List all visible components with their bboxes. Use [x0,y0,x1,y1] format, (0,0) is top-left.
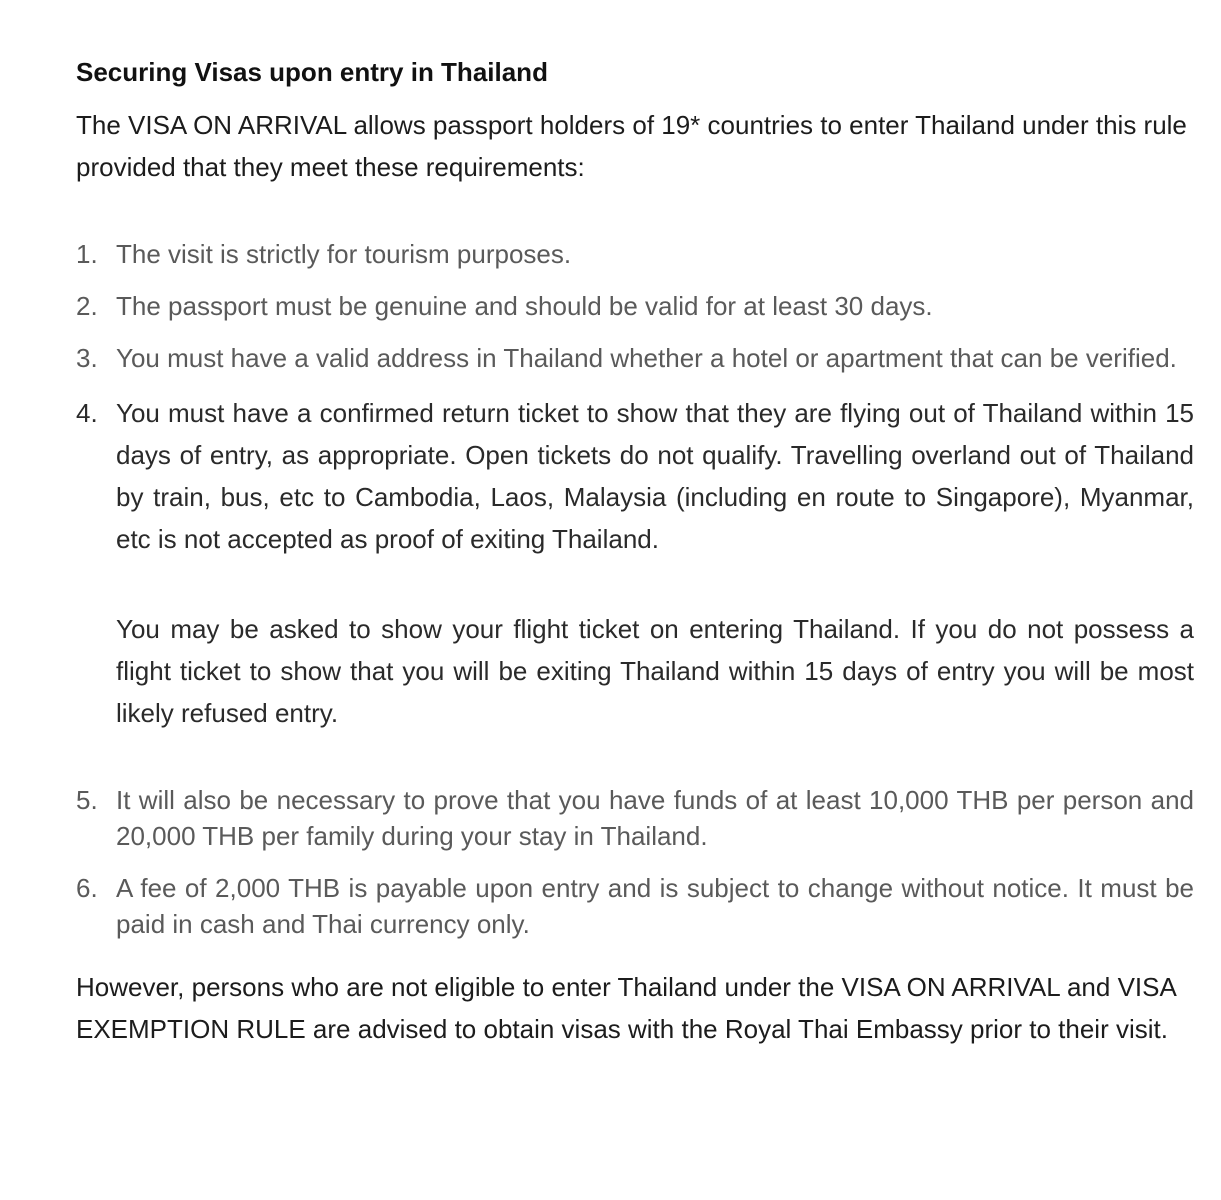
requirement-text: You must have a confirmed return ticket to show that they are flying out of Thailand within 15 days of entry, as appropriate. Open tickets do not qualify. Travelling overland out of Thailand by train, bus, etc to Cambodia, Laos, Malaysia (including en route to Singapore), Myanmar, etc is not accepted as proof of exiting Thailand. [116,398,1194,554]
requirement-number: 2. [76,291,98,321]
requirement-number: 5. [76,785,98,815]
requirement-text: The visit is strictly for tourism purposes. [116,239,572,269]
page-title: Securing Visas upon entry in Thailand [76,57,548,87]
requirement-number: 3. [76,343,98,373]
requirement-text: It will also be necessary to prove that you have funds of at least 10,000 THB per person and 20,000 THB per family during your stay in Thailand. [116,785,1194,851]
requirement-item-4 [76,392,1194,734]
requirements-list [76,236,1194,942]
requirement-item-3 [76,340,1194,376]
requirement-number: 1. [76,239,98,269]
requirement-item-2 [76,288,1194,324]
requirement-item-6 [76,870,1194,942]
closing-paragraph: However, persons who are not eligible to enter Thailand under the VISA ON ARRIVAL and VISA EXEMPTION RULE are advised to obtain visas with the Royal Thai Embassy prior to their visit. [76,972,1176,1044]
requirement-number: 6. [76,873,98,903]
requirement-text-continued: You may be asked to show your flight ticket on entering Thailand. If you do not possess a flight ticket to show that you will be exiting Thailand within 15 days of entry you will be most likely refused entry. [116,614,1194,728]
requirement-text: The passport must be genuine and should be valid for at least 30 days. [116,291,933,321]
requirement-text: You must have a valid address in Thailand whether a hotel or apartment that can be verified. [116,343,1177,373]
requirement-text: A fee of 2,000 THB is payable upon entry and is subject to change without notice. It must be paid in cash and Thai currency only. [116,873,1194,939]
requirement-item-1 [76,236,1194,272]
requirement-number: 4. [76,398,98,428]
requirement-item-5 [76,782,1194,854]
intro-paragraph: The VISA ON ARRIVAL allows passport holders of 19* countries to enter Thailand under this rule provided that they meet these requirements: [76,110,1187,182]
